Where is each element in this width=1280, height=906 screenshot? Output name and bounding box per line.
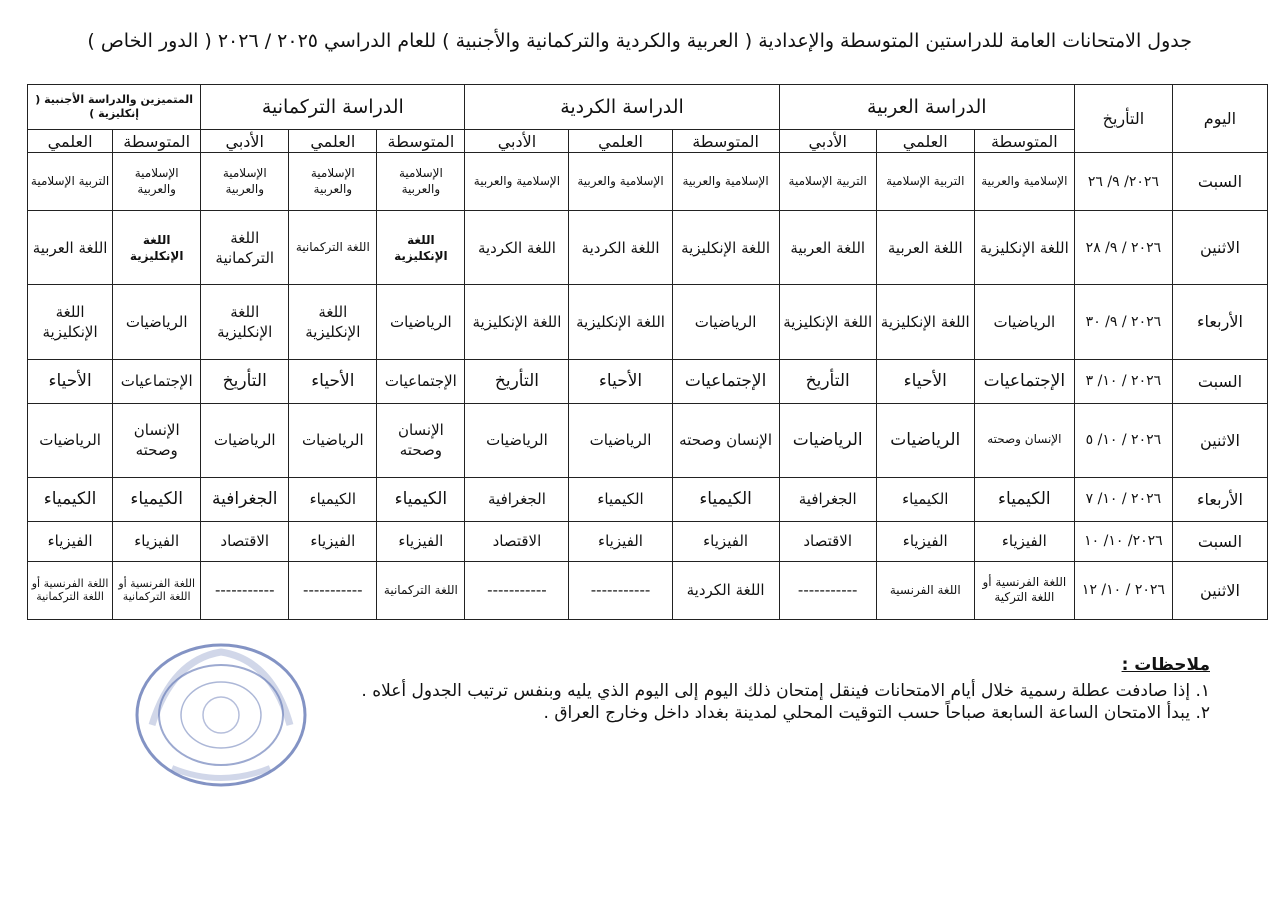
table-cell: ----------- xyxy=(289,561,377,619)
subheader-arabic-scientific: العلمي xyxy=(876,130,974,153)
row-date: ٢٠٢٦ / ١٠/ ٧ xyxy=(1074,477,1172,521)
table-cell: اللغة الإنكليزية xyxy=(779,285,876,359)
table-cell: الإسلامية والعربية xyxy=(974,153,1074,211)
table-cell: الأحياء xyxy=(289,359,377,403)
table-cell: الفيزياء xyxy=(672,522,779,562)
table-cell: الفيزياء xyxy=(28,522,113,562)
row-day: الأربعاء xyxy=(1172,285,1267,359)
table-cell: الجغرافية xyxy=(201,477,289,521)
row-date: ٢٠٢٦/ ١٠/ ١٠ xyxy=(1074,522,1172,562)
table-cell: اللغة الإنكليزية xyxy=(465,285,569,359)
table-cell: الرياضيات xyxy=(113,285,201,359)
table-cell: اللغة العربية xyxy=(876,211,974,285)
table-cell: الرياضيات xyxy=(377,285,465,359)
row-day: الاثنين xyxy=(1172,403,1267,477)
table-cell: التأريخ xyxy=(201,359,289,403)
table-cell: الرياضيات xyxy=(779,403,876,477)
table-row xyxy=(28,522,1268,562)
table-cell: الإسلامية والعربية xyxy=(672,153,779,211)
note-item: ٢. يبدأ الامتحان الساعة السابعة صباحاً حسب التوقيت المحلي لمدينة بغداد داخل وخارج العراق . xyxy=(543,703,1210,723)
table-cell: الجغرافية xyxy=(779,477,876,521)
row-date: ٢٠٢٦ / ٩/ ٣٠ xyxy=(1074,285,1172,359)
table-cell: الإنسان وصحته xyxy=(974,403,1074,477)
date-column-header: التأريخ xyxy=(1074,85,1172,153)
row-day: السبت xyxy=(1172,153,1267,211)
table-cell: الأحياء xyxy=(569,359,672,403)
table-cell: اللغة الإنكليزية xyxy=(113,211,201,285)
table-cell: الفيزياء xyxy=(569,522,672,562)
table-cell: الفيزياء xyxy=(113,522,201,562)
table-cell: الإجتماعيات xyxy=(974,359,1074,403)
table-row xyxy=(28,359,1268,403)
table-cell: الإجتماعيات xyxy=(672,359,779,403)
row-date: ٢٠٢٦/ ٩/ ٢٦ xyxy=(1074,153,1172,211)
table-cell: الجغرافية xyxy=(465,477,569,521)
table-cell: التربية الإسلامية xyxy=(28,153,113,211)
table-cell: الكيمياء xyxy=(113,477,201,521)
table-cell: الرياضيات xyxy=(289,403,377,477)
table-cell: الفيزياء xyxy=(377,522,465,562)
subheader-turkmen-scientific: العلمي xyxy=(289,130,377,153)
table-cell: الكيمياء xyxy=(377,477,465,521)
table-cell: الاقتصاد xyxy=(465,522,569,562)
table-cell: اللغة التركمانية xyxy=(201,211,289,285)
table-cell: الإنسان وصحته xyxy=(377,403,465,477)
row-day: الاثنين xyxy=(1172,561,1267,619)
table-cell: اللغة التركمانية xyxy=(377,561,465,619)
exam-schedule-table xyxy=(27,84,1268,620)
subheader-foreign-scientific: العلمي xyxy=(28,130,113,153)
table-cell: التأريخ xyxy=(465,359,569,403)
subheader-kurdish-literary: الأدبي xyxy=(465,130,569,153)
table-cell: الرياضيات xyxy=(569,403,672,477)
table-cell: الإسلامية والعربية xyxy=(569,153,672,211)
table-cell: الكيمياء xyxy=(876,477,974,521)
section-header-kurdish: الدراسة الكردية xyxy=(465,85,779,130)
notes-heading: ملاحظات : xyxy=(1121,655,1210,675)
table-cell: الرياضيات xyxy=(672,285,779,359)
table-cell: الرياضيات xyxy=(465,403,569,477)
subheader-arabic-intermediate: المتوسطة xyxy=(974,130,1074,153)
table-cell: ----------- xyxy=(465,561,569,619)
section-header-turkmen: الدراسة التركمانية xyxy=(201,85,465,130)
row-day: السبت xyxy=(1172,522,1267,562)
table-cell: الكيمياء xyxy=(569,477,672,521)
table-row xyxy=(28,285,1268,359)
row-date: ٢٠٢٦ / ١٠/ ٣ xyxy=(1074,359,1172,403)
table-cell: الإسلامية والعربية xyxy=(201,153,289,211)
table-cell: اللغة الإنكليزية xyxy=(28,285,113,359)
day-column-header: اليوم xyxy=(1172,85,1267,153)
table-cell: اللغة التركمانية xyxy=(289,211,377,285)
subheader-kurdish-intermediate: المتوسطة xyxy=(672,130,779,153)
table-cell: الإجتماعيات xyxy=(377,359,465,403)
table-cell: ----------- xyxy=(569,561,672,619)
table-row xyxy=(28,477,1268,521)
row-day: الاثنين xyxy=(1172,211,1267,285)
table-cell: اللغة الإنكليزية xyxy=(377,211,465,285)
table-cell: اللغة الكردية xyxy=(672,561,779,619)
table-row xyxy=(28,403,1268,477)
table-cell: الكيمياء xyxy=(974,477,1074,521)
section-header-foreign: المتميزين والدراسة الأجنبية ( إنكليزية ) xyxy=(28,85,201,130)
table-cell: الإسلامية والعربية xyxy=(113,153,201,211)
table-cell: الرياضيات xyxy=(876,403,974,477)
subheader-turkmen-literary: الأدبي xyxy=(201,130,289,153)
table-cell: اللغة الإنكليزية xyxy=(974,211,1074,285)
table-cell: اللغة الإنكليزية xyxy=(201,285,289,359)
page-title: جدول الامتحانات العامة للدراستين المتوسطة والإعدادية ( العربية والكردية والتركمانية والأجنبية ) للعام الدراسي ٢٠٢٥ / ٢٠٢٦ ( الدور الخاص ) xyxy=(87,30,1192,52)
table-cell: الكيمياء xyxy=(672,477,779,521)
table-cell: الأحياء xyxy=(876,359,974,403)
table-cell: اللغة الفرنسية أو اللغة التركمانية xyxy=(113,561,201,619)
row-date: ٢٠٢٦ / ١٠/ ٥ xyxy=(1074,403,1172,477)
note-item: ١. إذا صادفت عطلة رسمية خلال أيام الامتحانات فينقل إمتحان ذلك اليوم إلى اليوم الذي يليه وبنفس ترتيب الجدول أعلاه . xyxy=(361,681,1210,701)
table-cell: الفيزياء xyxy=(876,522,974,562)
table-cell: اللغة الإنكليزية xyxy=(672,211,779,285)
table-cell: اللغة الفرنسية xyxy=(876,561,974,619)
table-cell: اللغة الإنكليزية xyxy=(876,285,974,359)
row-date: ٢٠٢٦ / ٩/ ٢٨ xyxy=(1074,211,1172,285)
table-cell: الإسلامية والعربية xyxy=(377,153,465,211)
subheader-foreign-intermediate: المتوسطة xyxy=(113,130,201,153)
table-cell: الكيمياء xyxy=(28,477,113,521)
table-cell: اللغة الإنكليزية xyxy=(289,285,377,359)
table-cell: الإجتماعيات xyxy=(113,359,201,403)
table-cell: التأريخ xyxy=(779,359,876,403)
subheader-kurdish-scientific: العلمي xyxy=(569,130,672,153)
table-cell: الرياضيات xyxy=(201,403,289,477)
official-stamp xyxy=(132,640,310,790)
table-row xyxy=(28,153,1268,211)
row-date: ٢٠٢٦ / ١٠/ ١٢ xyxy=(1074,561,1172,619)
table-cell: الرياضيات xyxy=(974,285,1074,359)
notes-section xyxy=(290,655,1210,725)
table-cell: الاقتصاد xyxy=(779,522,876,562)
table-cell: الفيزياء xyxy=(974,522,1074,562)
section-header-arabic: الدراسة العربية xyxy=(779,85,1074,130)
table-cell: الإسلامية والعربية xyxy=(289,153,377,211)
table-row xyxy=(28,561,1268,619)
table-cell: اللغة الفرنسية أو اللغة التركمانية xyxy=(28,561,113,619)
table-cell: الإنسان وصحته xyxy=(113,403,201,477)
table-cell: الفيزياء xyxy=(289,522,377,562)
table-cell: ----------- xyxy=(779,561,876,619)
table-cell: الأحياء xyxy=(28,359,113,403)
table-cell: الإنسان وصحته xyxy=(672,403,779,477)
table-cell: التربية الإسلامية xyxy=(876,153,974,211)
table-cell: اللغة العربية xyxy=(779,211,876,285)
table-cell: الإسلامية والعربية xyxy=(465,153,569,211)
row-day: الأربعاء xyxy=(1172,477,1267,521)
row-day: السبت xyxy=(1172,359,1267,403)
table-cell: اللغة الإنكليزية xyxy=(569,285,672,359)
table-cell: الرياضيات xyxy=(28,403,113,477)
table-row xyxy=(28,211,1268,285)
table-cell: اللغة العربية xyxy=(28,211,113,285)
table-cell: التربية الإسلامية xyxy=(779,153,876,211)
table-cell: اللغة الكردية xyxy=(465,211,569,285)
table-cell: اللغة الكردية xyxy=(569,211,672,285)
subheader-arabic-literary: الأدبي xyxy=(779,130,876,153)
table-cell: ----------- xyxy=(201,561,289,619)
table-cell: الاقتصاد xyxy=(201,522,289,562)
table-cell: الكيمياء xyxy=(289,477,377,521)
table-cell: اللغة الفرنسية أو اللغة التركية xyxy=(974,561,1074,619)
subheader-turkmen-intermediate: المتوسطة xyxy=(377,130,465,153)
